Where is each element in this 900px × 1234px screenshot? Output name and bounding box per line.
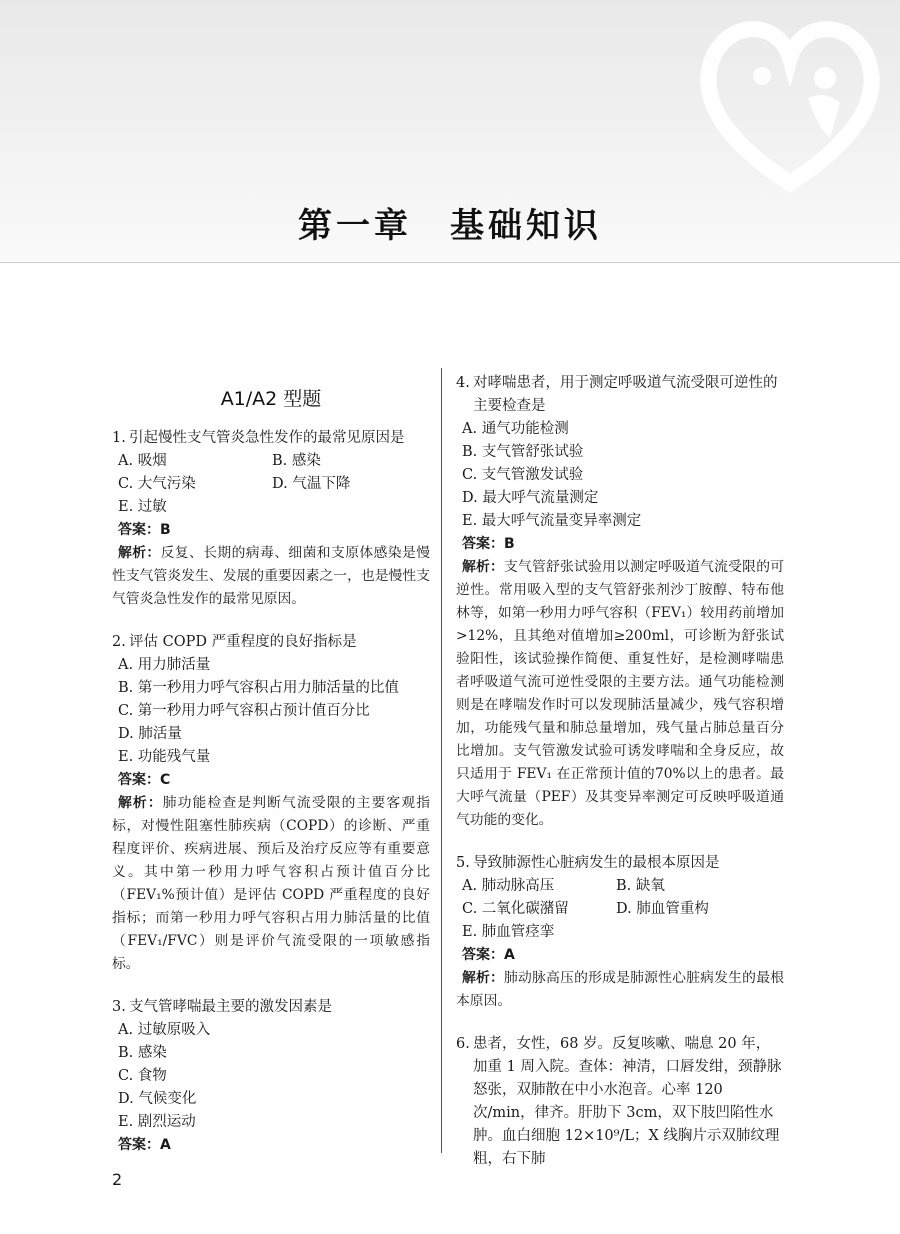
analysis-label: 解析： xyxy=(462,559,505,575)
option-d: D. 肺血管重构 xyxy=(616,901,709,917)
option-b: B. 感染 xyxy=(118,1045,167,1061)
section-heading: A1/A2 型题 xyxy=(220,388,322,410)
analysis-text: 肺动脉高压的形成是肺源性心脏病发生的最根本原因。 xyxy=(456,970,785,1009)
answer-label: 答案： xyxy=(462,947,504,963)
analysis-label: 解析： xyxy=(118,545,161,561)
analysis-text: 支气管舒张试验用以测定呼吸道气流受限的可逆性。常用吸入型的支气管舒张剂沙丁胺醇、特布他林等，如第一秒用力呼气容积（FEV₁）较用药前增加>12%，且其绝对值增加≥200ml，可诊断为舒张试验阳性，该试验操作简便、重复性好，是检测哮喘患者呼吸道气流可逆性受限的主要方法。通气功能检测则是在哮喘发作时可以发现肺活量减少，残气容积增加，功能残气量和肺总量增加，残气量占肺总量百分比增加。支气管激发试验可诱发哮喘和全身反应，故只适用于 FEV₁ 在正常预计值的70%以上的患者。最大呼气流量（PEF）及其变异率测定可反映呼吸道通气功能的变化。 xyxy=(456,559,785,828)
question-text: 导致肺源性心脏病发生的最根本原因是 xyxy=(473,855,720,871)
question-5 xyxy=(456,852,784,1013)
option-e: E. 过敏 xyxy=(118,499,167,515)
answer-line xyxy=(456,533,784,556)
option-c: C. 支气管激发试验 xyxy=(462,467,584,483)
option-b: B. 支气管舒张试验 xyxy=(462,444,584,460)
analysis-text: 反复、长期的病毒、细菌和支原体感染是慢性支气管炎发生、发展的重要因素之一，也是慢性支气管炎急性发作的最常见原因。 xyxy=(112,545,431,607)
analysis-paragraph xyxy=(112,542,430,611)
heart-logo-watermark xyxy=(690,8,890,198)
answer-label: 答案： xyxy=(462,536,504,552)
question-6 xyxy=(456,1033,784,1171)
option-d: D. 肺活量 xyxy=(118,726,182,742)
option-b: B. 缺氧 xyxy=(616,878,665,894)
analysis-text: 肺功能检查是判断气流受限的主要客观指标，对慢性阻塞性肺疾病（COPD）的诊断、严重程度评价、疾病进展、预后及治疗反应等有重要意义。其中第一秒用力呼气容积占预计值百分比（FEV₁%预计值）是评估 COPD 严重程度的良好指标；而第一秒用力呼气容积占用力肺活量的比值（FEV₁/FVC）则是评价气流受限的一项敏感指标。 xyxy=(112,795,431,972)
question-text: 对哮喘患者，用于测定呼吸道气流受限可逆性的主要检查是 xyxy=(473,375,778,414)
question-4 xyxy=(456,372,784,832)
answer-line xyxy=(112,769,430,792)
question-number: 6. xyxy=(456,1036,470,1052)
option-b: B. 第一秒用力呼气容积占用力肺活量的比值 xyxy=(118,680,399,696)
question-stem xyxy=(112,427,430,450)
answer-label: 答案： xyxy=(118,522,160,538)
question-number: 5. xyxy=(456,855,470,871)
option-row xyxy=(456,898,784,921)
question-text: 评估 COPD 严重程度的良好指标是 xyxy=(129,634,357,650)
question-text: 引起慢性支气管炎急性发作的最常见原因是 xyxy=(129,430,405,446)
column-divider xyxy=(441,368,442,1153)
answer-value: B xyxy=(504,536,515,552)
question-1 xyxy=(112,427,430,611)
option-a: A. 过敏原吸入 xyxy=(118,1022,211,1038)
answer-line xyxy=(112,519,430,542)
question-stem xyxy=(456,1033,784,1171)
option-e: E. 剧烈运动 xyxy=(118,1114,196,1130)
option-e: E. 肺血管痉挛 xyxy=(462,924,555,940)
right-column xyxy=(456,372,784,1191)
chapter-title: 第一章 基础知识 xyxy=(298,206,602,246)
option-a: A. 吸烟 xyxy=(118,453,167,469)
question-2 xyxy=(112,631,430,976)
option-c: C. 食物 xyxy=(118,1068,167,1084)
option-e: E. 功能残气量 xyxy=(118,749,211,765)
option-a: A. 通气功能检测 xyxy=(462,421,569,437)
question-stem xyxy=(112,631,430,654)
answer-line xyxy=(112,1134,430,1157)
question-number: 3. xyxy=(112,999,126,1015)
analysis-paragraph xyxy=(456,967,784,1013)
option-a: A. 用力肺活量 xyxy=(118,657,211,673)
option-d: D. 气候变化 xyxy=(118,1091,197,1107)
option-c: C. 大气污染 xyxy=(118,476,196,492)
option-row xyxy=(456,875,784,898)
analysis-label: 解析： xyxy=(118,795,163,811)
answer-value: A xyxy=(504,947,515,963)
answer-value: A xyxy=(160,1137,171,1153)
page-number: 2 xyxy=(112,1170,123,1189)
option-row xyxy=(112,473,430,496)
answer-label: 答案： xyxy=(118,772,160,788)
answer-value: B xyxy=(160,522,171,538)
question-3 xyxy=(112,996,430,1157)
option-c: C. 第一秒用力呼气容积占预计值百分比 xyxy=(118,703,370,719)
chapter-header-band xyxy=(0,0,900,263)
question-text: 支气管哮喘最主要的激发因素是 xyxy=(129,999,332,1015)
left-column xyxy=(112,372,430,1177)
analysis-label: 解析： xyxy=(462,970,505,986)
answer-line xyxy=(456,944,784,967)
option-b: B. 感染 xyxy=(272,453,321,469)
question-stem xyxy=(456,852,784,875)
question-number: 4. xyxy=(456,375,470,391)
question-stem xyxy=(456,372,784,418)
question-number: 1. xyxy=(112,430,126,446)
question-number: 2. xyxy=(112,634,126,650)
answer-value: C xyxy=(160,772,171,788)
option-row xyxy=(112,450,430,473)
option-c: C. 二氧化碳潴留 xyxy=(462,901,569,917)
analysis-paragraph xyxy=(456,556,784,832)
question-stem xyxy=(112,996,430,1019)
option-a: A. 肺动脉高压 xyxy=(462,878,555,894)
question-text: 患者，女性，68 岁。反复咳嗽、喘息 20 年，加重 1 周入院。查体：神清，口唇发绀，颈静脉怒张，双肺散在中小水泡音。心率 120 次/min，律齐。肝肋下 3cm，双下肢凹陷性水肿。血白细胞 12×10⁹/L；X 线胸片示双肺纹理粗，右下肺 xyxy=(473,1036,782,1167)
option-d: D. 最大呼气流量测定 xyxy=(462,490,599,506)
answer-label: 答案： xyxy=(118,1137,160,1153)
option-e: E. 最大呼气流量变异率测定 xyxy=(462,513,642,529)
analysis-paragraph xyxy=(112,792,430,976)
option-d: D. 气温下降 xyxy=(272,476,351,492)
